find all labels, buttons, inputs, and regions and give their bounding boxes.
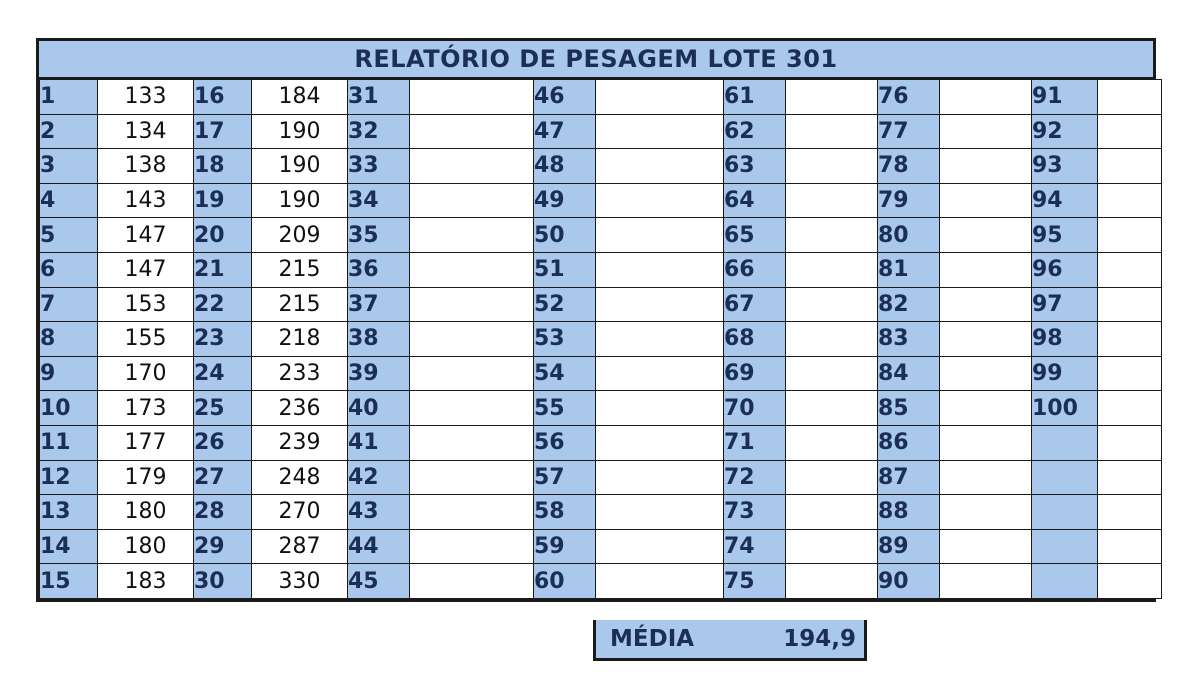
animal-number: 83	[878, 322, 940, 357]
table-row	[40, 322, 1162, 357]
animal-number: 40	[348, 391, 410, 426]
animal-number: 93	[1032, 149, 1098, 184]
weight-value	[940, 218, 1032, 253]
weight-value	[1098, 80, 1162, 115]
animal-number: 98	[1032, 322, 1098, 357]
animal-number: 23	[194, 322, 252, 357]
animal-number: 67	[724, 287, 786, 322]
weight-value	[940, 564, 1032, 599]
animal-number: 45	[348, 564, 410, 599]
weight-value	[940, 149, 1032, 184]
animal-number: 25	[194, 391, 252, 426]
animal-number	[1032, 564, 1098, 599]
animal-number: 57	[534, 460, 596, 495]
animal-number: 39	[348, 356, 410, 391]
weight-value: 180	[98, 529, 194, 564]
weight-value	[596, 564, 724, 599]
animal-number: 92	[1032, 114, 1098, 149]
animal-number: 59	[534, 529, 596, 564]
weight-value	[786, 252, 878, 287]
weight-value	[1098, 183, 1162, 218]
animal-number: 43	[348, 495, 410, 530]
weight-value	[940, 495, 1032, 530]
weight-value	[410, 425, 534, 460]
animal-number: 58	[534, 495, 596, 530]
animal-number: 2	[40, 114, 98, 149]
weight-value	[1098, 114, 1162, 149]
animal-number: 16	[194, 80, 252, 115]
weight-value: 177	[98, 425, 194, 460]
animal-number: 38	[348, 322, 410, 357]
weight-value	[410, 460, 534, 495]
weight-value: 215	[252, 252, 348, 287]
weight-value: 287	[252, 529, 348, 564]
average-label: MÉDIA	[610, 626, 695, 652]
animal-number: 62	[724, 114, 786, 149]
animal-number: 72	[724, 460, 786, 495]
weight-value: 180	[98, 495, 194, 530]
animal-number: 48	[534, 149, 596, 184]
animal-number: 69	[724, 356, 786, 391]
weight-value: 138	[98, 149, 194, 184]
weight-value	[786, 495, 878, 530]
animal-number: 6	[40, 252, 98, 287]
animal-number: 9	[40, 356, 98, 391]
weight-value	[940, 287, 1032, 322]
animal-number: 80	[878, 218, 940, 253]
animal-number: 13	[40, 495, 98, 530]
animal-number	[1032, 460, 1098, 495]
weight-value	[786, 149, 878, 184]
weight-value	[596, 425, 724, 460]
weight-value: 170	[98, 356, 194, 391]
weight-value	[1098, 495, 1162, 530]
weight-value: 173	[98, 391, 194, 426]
animal-number: 17	[194, 114, 252, 149]
animal-number: 14	[40, 529, 98, 564]
weight-value	[410, 322, 534, 357]
animal-number: 94	[1032, 183, 1098, 218]
table-row	[40, 149, 1162, 184]
weight-value	[786, 391, 878, 426]
table-row	[40, 183, 1162, 218]
weights-table	[39, 79, 1162, 599]
animal-number: 55	[534, 391, 596, 426]
weight-value: 270	[252, 495, 348, 530]
weight-value: 248	[252, 460, 348, 495]
weight-value	[596, 495, 724, 530]
animal-number: 29	[194, 529, 252, 564]
table-row	[40, 391, 1162, 426]
weight-value: 133	[98, 80, 194, 115]
animal-number: 22	[194, 287, 252, 322]
weight-value	[596, 183, 724, 218]
animal-number	[1032, 495, 1098, 530]
animal-number: 60	[534, 564, 596, 599]
weight-value	[1098, 391, 1162, 426]
weight-value	[940, 183, 1032, 218]
animal-number: 53	[534, 322, 596, 357]
weight-value	[596, 287, 724, 322]
table-row	[40, 425, 1162, 460]
animal-number: 44	[348, 529, 410, 564]
weight-value	[1098, 425, 1162, 460]
weight-value	[1098, 564, 1162, 599]
weight-value: 190	[252, 183, 348, 218]
weight-value	[410, 252, 534, 287]
animal-number: 91	[1032, 80, 1098, 115]
animal-number: 15	[40, 564, 98, 599]
weight-value	[940, 356, 1032, 391]
animal-number: 19	[194, 183, 252, 218]
animal-number: 61	[724, 80, 786, 115]
weight-value	[1098, 529, 1162, 564]
weight-value	[940, 114, 1032, 149]
animal-number: 21	[194, 252, 252, 287]
animal-number: 64	[724, 183, 786, 218]
animal-number: 99	[1032, 356, 1098, 391]
animal-number: 87	[878, 460, 940, 495]
weight-value: 239	[252, 425, 348, 460]
table-row	[40, 564, 1162, 599]
weight-value: 183	[98, 564, 194, 599]
weight-value	[786, 287, 878, 322]
animal-number: 4	[40, 183, 98, 218]
weight-value	[410, 529, 534, 564]
weight-value	[596, 322, 724, 357]
weight-value	[410, 391, 534, 426]
weight-value: 155	[98, 322, 194, 357]
animal-number: 63	[724, 149, 786, 184]
table-row	[40, 114, 1162, 149]
animal-number: 47	[534, 114, 596, 149]
weight-value	[596, 80, 724, 115]
table-row	[40, 495, 1162, 530]
weight-value	[596, 114, 724, 149]
weight-value	[1098, 218, 1162, 253]
animal-number: 71	[724, 425, 786, 460]
animal-number: 77	[878, 114, 940, 149]
animal-number	[1032, 425, 1098, 460]
animal-number: 52	[534, 287, 596, 322]
animal-number: 8	[40, 322, 98, 357]
weight-value: 330	[252, 564, 348, 599]
animal-number: 82	[878, 287, 940, 322]
weight-value: 209	[252, 218, 348, 253]
animal-number: 90	[878, 564, 940, 599]
weight-value	[940, 322, 1032, 357]
table-row	[40, 529, 1162, 564]
weight-value	[786, 218, 878, 253]
weight-value	[940, 391, 1032, 426]
animal-number: 100	[1032, 391, 1098, 426]
animal-number: 36	[348, 252, 410, 287]
animal-number: 96	[1032, 252, 1098, 287]
table-row	[40, 80, 1162, 115]
animal-number: 84	[878, 356, 940, 391]
animal-number: 68	[724, 322, 786, 357]
weight-value	[940, 529, 1032, 564]
animal-number: 12	[40, 460, 98, 495]
animal-number: 73	[724, 495, 786, 530]
weight-value	[596, 149, 724, 184]
weight-value	[410, 183, 534, 218]
animal-number: 86	[878, 425, 940, 460]
weight-value: 184	[252, 80, 348, 115]
animal-number: 18	[194, 149, 252, 184]
weight-value	[410, 218, 534, 253]
weight-value	[596, 460, 724, 495]
weight-value	[786, 425, 878, 460]
animal-number: 70	[724, 391, 786, 426]
animal-number: 75	[724, 564, 786, 599]
animal-number: 74	[724, 529, 786, 564]
animal-number: 10	[40, 391, 98, 426]
animal-number: 89	[878, 529, 940, 564]
animal-number	[1032, 529, 1098, 564]
animal-number: 1	[40, 80, 98, 115]
animal-number: 78	[878, 149, 940, 184]
weight-value	[410, 114, 534, 149]
animal-number: 20	[194, 218, 252, 253]
animal-number: 46	[534, 80, 596, 115]
average-value: 194,9	[783, 626, 856, 652]
weight-value	[1098, 460, 1162, 495]
weight-value: 134	[98, 114, 194, 149]
weight-value: 147	[98, 218, 194, 253]
animal-number: 30	[194, 564, 252, 599]
animal-number: 42	[348, 460, 410, 495]
weight-value	[410, 287, 534, 322]
table-row	[40, 218, 1162, 253]
animal-number: 31	[348, 80, 410, 115]
weight-value	[596, 391, 724, 426]
animal-number: 28	[194, 495, 252, 530]
weight-value: 236	[252, 391, 348, 426]
animal-number: 35	[348, 218, 410, 253]
animal-number: 79	[878, 183, 940, 218]
animal-number: 37	[348, 287, 410, 322]
weight-value	[940, 80, 1032, 115]
weight-value	[410, 149, 534, 184]
weight-value	[786, 114, 878, 149]
animal-number: 97	[1032, 287, 1098, 322]
weight-value	[786, 356, 878, 391]
weight-value: 147	[98, 252, 194, 287]
weight-value: 153	[98, 287, 194, 322]
animal-number: 34	[348, 183, 410, 218]
animal-number: 85	[878, 391, 940, 426]
animal-number: 24	[194, 356, 252, 391]
weight-value	[410, 80, 534, 115]
animal-number: 56	[534, 425, 596, 460]
animal-number: 27	[194, 460, 252, 495]
animal-number: 7	[40, 287, 98, 322]
animal-number: 41	[348, 425, 410, 460]
animal-number: 33	[348, 149, 410, 184]
weight-value: 143	[98, 183, 194, 218]
animal-number: 81	[878, 252, 940, 287]
animal-number: 76	[878, 80, 940, 115]
animal-number: 65	[724, 218, 786, 253]
weight-value	[786, 183, 878, 218]
animal-number: 51	[534, 252, 596, 287]
weight-value	[596, 218, 724, 253]
weight-value: 190	[252, 114, 348, 149]
weight-value	[786, 529, 878, 564]
weight-value	[786, 564, 878, 599]
animal-number: 66	[724, 252, 786, 287]
table-row	[40, 460, 1162, 495]
table-row	[40, 356, 1162, 391]
weight-value	[786, 322, 878, 357]
weight-value	[1098, 252, 1162, 287]
weight-value: 233	[252, 356, 348, 391]
weight-value	[940, 460, 1032, 495]
animal-number: 11	[40, 425, 98, 460]
weight-value	[410, 564, 534, 599]
table-row	[40, 252, 1162, 287]
weight-value: 179	[98, 460, 194, 495]
weight-value	[1098, 356, 1162, 391]
animal-number: 54	[534, 356, 596, 391]
weight-value	[1098, 322, 1162, 357]
weight-value	[1098, 149, 1162, 184]
weight-value	[596, 356, 724, 391]
animal-number: 95	[1032, 218, 1098, 253]
weight-value	[410, 495, 534, 530]
weight-value: 190	[252, 149, 348, 184]
weight-value: 215	[252, 287, 348, 322]
report-title: RELATÓRIO DE PESAGEM LOTE 301	[39, 41, 1153, 79]
animal-number: 50	[534, 218, 596, 253]
weight-value	[940, 252, 1032, 287]
weight-value	[596, 529, 724, 564]
weight-value	[940, 425, 1032, 460]
average-box	[593, 620, 867, 661]
weight-value	[596, 252, 724, 287]
animal-number: 49	[534, 183, 596, 218]
animal-number: 32	[348, 114, 410, 149]
weight-value: 218	[252, 322, 348, 357]
weighing-report	[36, 38, 1156, 602]
animal-number: 5	[40, 218, 98, 253]
weight-value	[786, 80, 878, 115]
weight-value	[786, 460, 878, 495]
table-row	[40, 287, 1162, 322]
animal-number: 88	[878, 495, 940, 530]
animal-number: 26	[194, 425, 252, 460]
weight-value	[410, 356, 534, 391]
animal-number: 3	[40, 149, 98, 184]
weight-value	[1098, 287, 1162, 322]
